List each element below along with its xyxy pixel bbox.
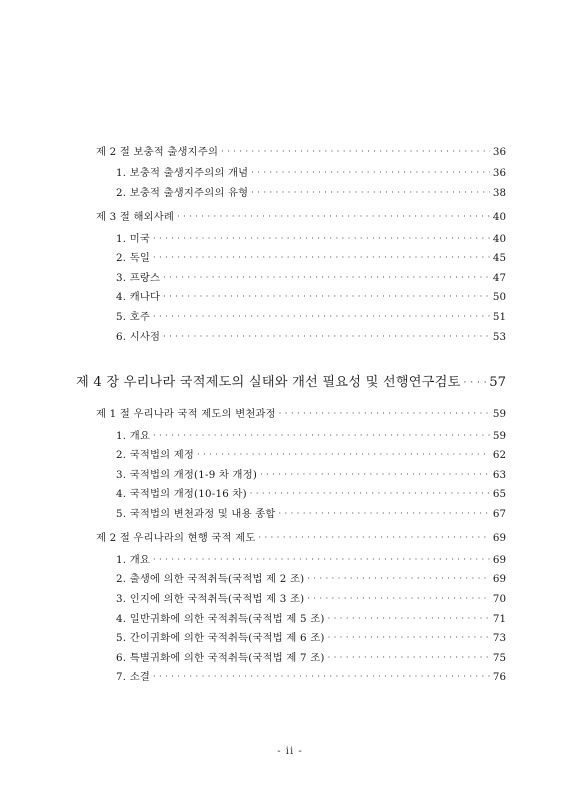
toc-item-entry[interactable] (116, 612, 506, 627)
dot-leader (259, 531, 490, 545)
toc-entry-label: 제 3 절 해외사례 (96, 211, 175, 223)
toc-page-number: 36 (492, 146, 506, 158)
toc-entry-label: 5. 간이귀화에 의한 국적취득(국적법 제 6 조) (116, 632, 325, 644)
toc-section-entry[interactable] (96, 210, 506, 225)
page-number-footer: - ii - (277, 746, 303, 757)
dot-leader (153, 251, 490, 265)
toc-entry-label: 5. 국적법의 변천과정 및 내용 종합 (116, 508, 276, 520)
toc-item-entry[interactable] (116, 507, 506, 522)
toc-entry-label: 2. 국적법의 제정 (116, 449, 195, 461)
toc-entry-label: 3. 국적법의 개정(1-9 차 개정) (116, 469, 258, 481)
toc-item-entry[interactable] (116, 166, 506, 181)
dot-leader (279, 507, 490, 521)
dot-leader (163, 290, 490, 304)
toc-item-entry[interactable] (116, 572, 506, 587)
toc-item-entry[interactable] (116, 487, 506, 502)
dot-leader (177, 210, 490, 224)
dot-leader (260, 468, 490, 482)
toc-page-number: 71 (492, 613, 506, 625)
toc-item-entry[interactable] (116, 232, 506, 247)
toc-page-number: 59 (492, 408, 506, 420)
toc-page-number: 36 (492, 167, 506, 179)
toc-page-number: 63 (492, 469, 506, 481)
toc-page-number: 51 (492, 311, 506, 323)
toc-page-number: 65 (492, 488, 506, 500)
toc-page-number: 50 (492, 291, 506, 303)
dot-leader (221, 145, 490, 159)
toc-entry-label: 4. 국적법의 개정(10-16 차) (116, 488, 247, 500)
toc-section-entry[interactable] (96, 145, 506, 160)
toc-entry-label: 1. 개요 (116, 430, 150, 442)
toc-page-number: 45 (492, 252, 506, 264)
dot-leader (153, 553, 490, 567)
toc-item-entry[interactable] (116, 186, 506, 201)
dot-leader (163, 271, 490, 285)
toc-page-number: 70 (492, 593, 506, 605)
toc-page-number: 57 (489, 375, 506, 390)
toc-item-entry[interactable] (116, 670, 506, 685)
toc-item-entry[interactable] (116, 631, 506, 646)
toc-page-number: 76 (492, 671, 506, 683)
toc-page-number: 69 (492, 554, 506, 566)
dot-leader (250, 487, 490, 501)
toc-page-number: 53 (492, 331, 506, 343)
toc-entry-label: 7. 소결 (116, 671, 150, 683)
toc-page-number: 69 (492, 573, 506, 585)
toc-entry-label: 제 1 절 우리나라 국적 제도의 변천과정 (96, 408, 276, 420)
dot-leader (251, 166, 490, 180)
toc-page-number: 47 (492, 272, 506, 284)
toc-page-number: 59 (492, 430, 506, 442)
toc-section-entry[interactable] (96, 407, 506, 422)
dot-leader (464, 374, 487, 392)
toc-chapter-label: 제 4 장 우리나라 국적제도의 실태와 개선 필요성 및 선행연구검토 (76, 375, 461, 390)
toc-entry-label: 4. 캐나다 (116, 291, 161, 303)
dot-leader (328, 651, 490, 665)
toc-item-entry[interactable] (116, 271, 506, 286)
toc-item-entry[interactable] (116, 429, 506, 444)
dot-leader (328, 631, 490, 645)
toc-page-number: 67 (492, 508, 506, 520)
dot-leader (153, 670, 490, 684)
toc-item-entry[interactable] (116, 251, 506, 266)
toc-page-number: 69 (492, 532, 506, 544)
dot-leader (328, 612, 490, 626)
toc-entry-label: 1. 미국 (116, 233, 150, 245)
toc-section-entry[interactable] (96, 531, 506, 546)
toc-item-entry[interactable] (116, 553, 506, 568)
toc-item-entry[interactable] (116, 592, 506, 607)
toc-page-number: 62 (492, 449, 506, 461)
toc-entry-label: 1. 보충적 출생지주의의 개념 (116, 167, 249, 179)
toc-item-entry[interactable] (116, 330, 506, 345)
dot-leader (153, 429, 490, 443)
dot-leader (251, 186, 490, 200)
toc-entry-label: 3. 인지에 의한 국적취득(국적법 제 3 조) (116, 593, 305, 605)
toc-item-entry[interactable] (116, 448, 506, 463)
dot-leader (153, 310, 490, 324)
toc-page-number: 40 (492, 211, 506, 223)
toc-entry-label: 3. 프랑스 (116, 272, 161, 284)
dot-leader (163, 330, 490, 344)
toc-entry-label: 제 2 절 우리나라의 현행 국적 제도 (96, 532, 256, 544)
toc-page-number: 40 (492, 233, 506, 245)
toc-entry-label: 2. 독일 (116, 252, 150, 264)
toc-entry-label: 5. 호주 (116, 311, 150, 323)
dot-leader (279, 407, 490, 421)
toc-entry-label: 2. 출생에 의한 국적취득(국적법 제 2 조) (116, 573, 305, 585)
toc-chapter-entry[interactable] (76, 374, 506, 393)
toc-page-number: 73 (492, 632, 506, 644)
toc-entry-label: 2. 보충적 출생지주의의 유형 (116, 187, 249, 199)
toc-item-entry[interactable] (116, 468, 506, 483)
toc-item-entry[interactable] (116, 310, 506, 325)
toc-entry-label: 6. 특별귀화에 의한 국적취득(국적법 제 7 조) (116, 652, 325, 664)
toc-entry-label: 1. 개요 (116, 554, 150, 566)
toc-entry-label: 4. 일반귀화에 의한 국적취득(국적법 제 5 조) (116, 613, 325, 625)
toc-page-number: 38 (492, 187, 506, 199)
dot-leader (153, 232, 490, 246)
toc-item-entry[interactable] (116, 290, 506, 305)
dot-leader (307, 592, 490, 606)
dot-leader (307, 572, 490, 586)
toc-entry-label: 6. 시사점 (116, 331, 161, 343)
toc-page-number: 75 (492, 652, 506, 664)
toc-entry-label: 제 2 절 보충적 출생지주의 (96, 146, 219, 158)
dot-leader (197, 448, 490, 462)
toc-item-entry[interactable] (116, 651, 506, 666)
